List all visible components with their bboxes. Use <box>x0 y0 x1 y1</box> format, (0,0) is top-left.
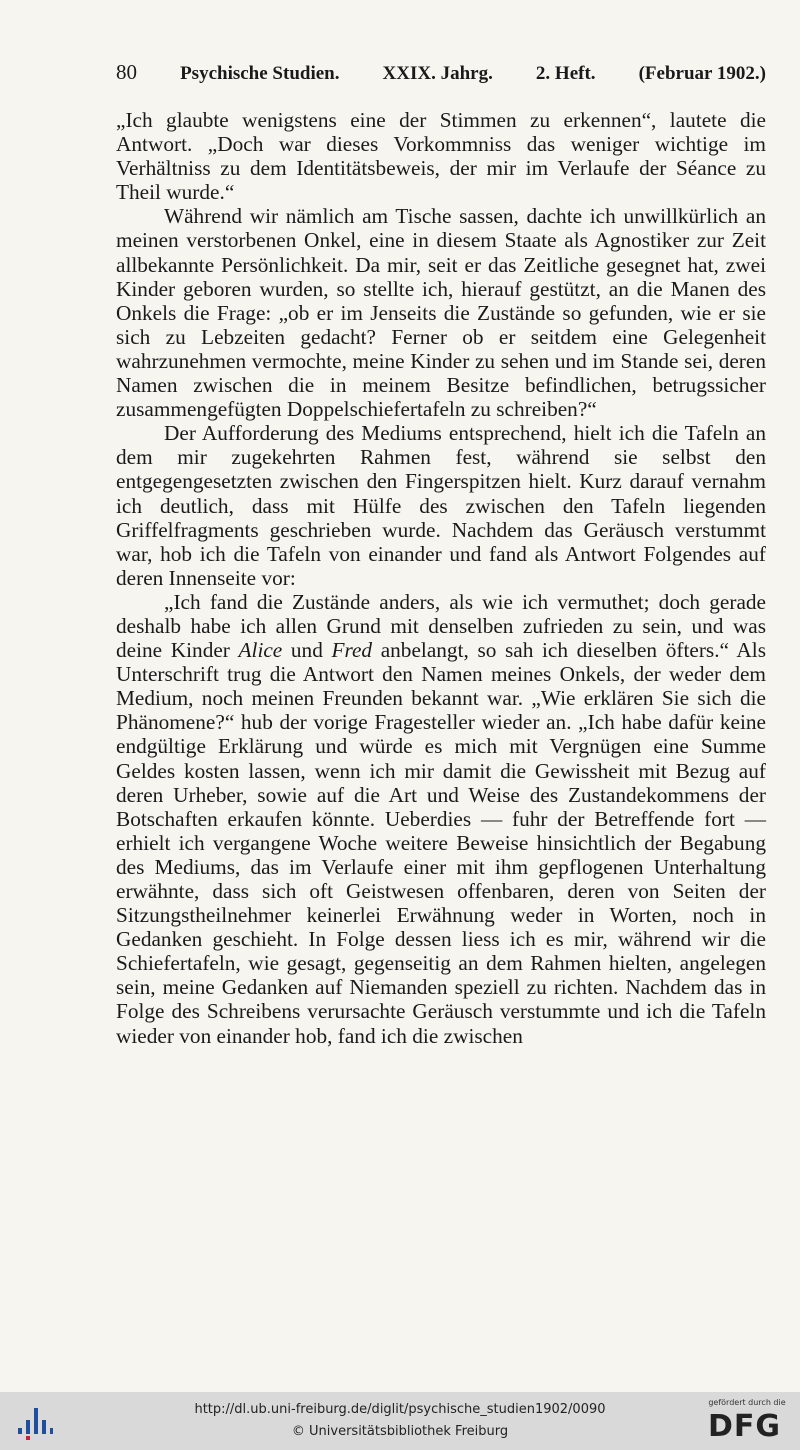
paragraph: Während wir nämlich am Tische sassen, dachte ich unwillkürlich an meinen verstorbenen Onkel, eine in diesem Staate als Agnostiker zur Zeit allbekannte Persönlichkeit. Da mir, seit er das Zeitliche gesegnet hat, zwei Kinder geboren wurden, so stellte ich, hierauf gestützt, an die Manen des Onkels die Frage: „ob er im Jenseits die Zustände so gefunden, wie er sie sich zu Lebzeiten gedacht? Ferner ob er seitdem eine Gelegenheit wahrzunehmen vermochte, meine Kinder zu sehen und im Stande sei, deren Namen zwischen die in meinem Besitze befindlichen, betrugssicher zusammengefügten Doppelschiefertafeln zu schreiben?“ <box>116 204 766 422</box>
paragraph: „Ich glaubte wenigstens eine der Stimmen zu erkennen“, lautete die Antwort. „Doch war dieses Vorkommniss das weniger wichtige im Verhältniss zu dem Identitätsbeweis, der mir im Verlaufe der Séance zu Theil wurde.“ <box>116 108 766 205</box>
document-url-link[interactable]: http://dl.ub.uni-freiburg.de/diglit/psychische_studien1902/0090 <box>194 1402 606 1417</box>
paragraph: Der Aufforderung des Mediums entsprechend, hielt ich die Tafeln an dem mir zugekehrten Rahmen fest, während sie selbst den entgegengesetzten zwischen den Fingerspitzen hielt. Kurz darauf vernahm ich deutlich, dass mit Hülfe des zwischen den Tafeln liegenden Griffelfragments geschrieben wurde. Nachdem das Geräusch verstummt war, hob ich die Tafeln von einander und fand als Antwort Folgendes auf deren Innenseite vor: <box>116 421 766 590</box>
italic-name: Alice <box>238 638 283 663</box>
issue-date: (Februar 1902.) <box>638 63 766 84</box>
dfg-logo-text: DFG <box>708 1409 782 1444</box>
copyright-notice: © Universitätsbibliothek Freiburg <box>291 1424 509 1439</box>
running-title: Psychische Studien. <box>180 63 340 84</box>
dfg-logo <box>702 1398 792 1446</box>
issue-label: 2. Heft. <box>535 63 596 84</box>
body-text <box>116 108 766 1048</box>
viewer-footer <box>0 1392 800 1450</box>
page-number: 80 <box>116 60 137 84</box>
paragraph: „Ich fand die Zustände anders, als wie ich vermuthet; doch gerade deshalb habe ich allen Grund mit denselben zufrieden zu sein, und was deine Kinder Alice und Fred anbelangt, so sah ich dieselben öfters.“ Als Unterschrift trug die Antwort den Namen meines Onkels, der weder dem Medium, noch meinen Freunden bekannt war. „Wie erklären Sie sich die Phänomene?“ hub der vorige Fragesteller wieder an. „Ich habe dafür keine endgültige Erklärung und würde es mich mit Vergnügen eine Summe Geldes kosten lassen, wenn ich mir damit die Gewissheit mit Bezug auf deren Urheber, sowie auf die Art und Weise des Zustandekommens der Botschaften erkaufen könnte. Ueberdies — fuhr der Betreffende fort — erhielt ich vergangene Woche weitere Beweise hinsichtlich der Begabung des Mediums, das im Verlaufe einer mit ihm gepflogenen Unterhaltung erwähnte, dass sich oft Geistwesen offenbaren, deren von Seiten der Sitzungstheilnehmer keinerlei Erwähnung weder in Worten, noch in Gedanken geschieht. In Folge dessen liess ich es mir, während wir die Schiefertafeln, wie gesagt, gegenseitig an dem Rahmen hielten, angelegen sein, meine Gedanken auf Niemanden speziell zu richten. Nachdem das in Folge des Schreibens verursachte Geräusch verstummte und ich die Tafeln wieder von einander hob, fand ich die zwischen <box>116 589 767 1048</box>
italic-name: Fred <box>331 638 373 663</box>
running-header <box>116 60 766 90</box>
volume-label: XXIX. Jahrg. <box>382 63 493 84</box>
dfg-tagline: gefördert durch die <box>708 1398 786 1407</box>
